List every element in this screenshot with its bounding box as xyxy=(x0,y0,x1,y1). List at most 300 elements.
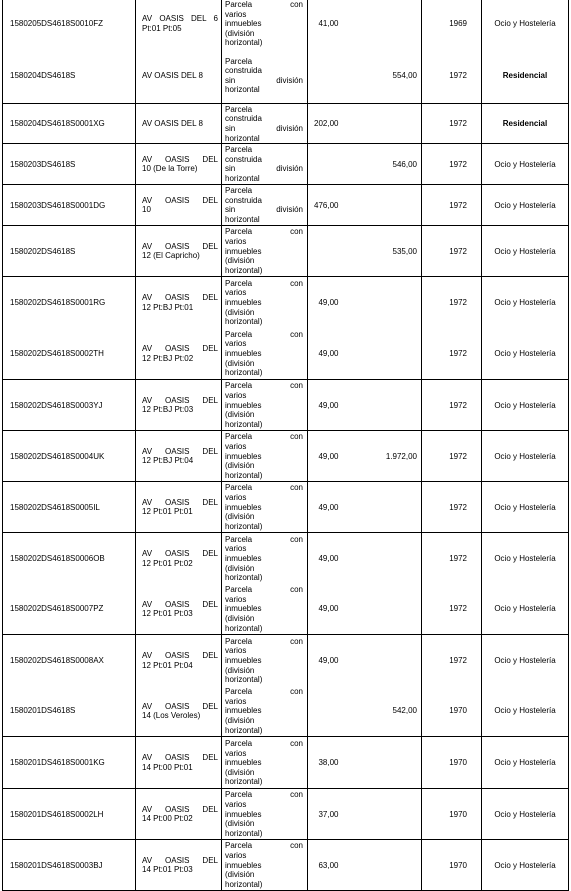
cadastral-ref: 1580202DS4618S0008AX xyxy=(10,655,104,665)
parcel-type-line: (división xyxy=(225,410,255,420)
parcel-type-line: inmuebles xyxy=(225,451,262,461)
parcel-type-cell xyxy=(222,789,308,840)
parcel-type-line: horizontal) xyxy=(225,521,263,531)
parcel-type-line: varios xyxy=(225,288,247,298)
cadastral-ref: 1580205DS4618S0010FZ xyxy=(10,19,103,29)
cadastral-ref: 1580202DS4618S xyxy=(10,246,76,256)
parcel-type-line: horizontal) xyxy=(225,725,263,735)
table-row xyxy=(3,840,569,891)
parcel-type-line: horizontal) xyxy=(225,828,263,838)
parcel-type-line: inmuebles xyxy=(225,758,262,768)
parcel-type-line: (división xyxy=(225,307,255,317)
year-cell xyxy=(422,686,482,737)
cadastral-ref: 1580204DS4618S0001XG xyxy=(10,119,105,129)
parcel-type-cell xyxy=(222,482,308,533)
total-surface-cell xyxy=(365,686,422,737)
parcel-type-line: sin división xyxy=(225,75,303,85)
cadastral-ref-cell xyxy=(3,686,136,737)
use-value: Ocio y Hostelería xyxy=(494,860,556,870)
address-line: AV OASIS DEL 8 xyxy=(142,119,203,129)
parcel-type-line: Parcela con xyxy=(225,483,303,493)
address-line: AV OASIS DEL xyxy=(142,154,218,164)
table-row xyxy=(3,277,569,328)
parcel-type-line: horizontal) xyxy=(225,368,263,378)
parcel-type-line: Parcela con xyxy=(225,278,303,288)
use-value: Ocio y Hostelería xyxy=(494,758,556,768)
year-cell xyxy=(422,277,482,328)
use-cell xyxy=(482,185,569,226)
surface-cell xyxy=(308,48,365,104)
surface-value: 49,00 xyxy=(318,348,339,358)
table-row xyxy=(3,635,569,686)
parcel-type-line: inmuebles xyxy=(225,19,262,29)
table-row xyxy=(3,533,569,584)
total-surface-cell xyxy=(365,533,422,584)
parcel-type-line: Parcela con xyxy=(225,585,303,595)
cadastral-table xyxy=(2,0,569,891)
parcel-type-line: varios xyxy=(225,696,247,706)
address-cell xyxy=(136,328,222,380)
surface-value: 63,00 xyxy=(318,860,339,870)
use-value: Ocio y Hostelería xyxy=(494,502,556,512)
address-line: 12 Pt:01 Pt:04 xyxy=(142,660,193,670)
use-value: Ocio y Hostelería xyxy=(494,246,556,256)
use-value: Ocio y Hostelería xyxy=(494,604,556,614)
parcel-type-line: (división xyxy=(225,358,255,368)
parcel-type-line: sin división xyxy=(225,164,303,174)
total-surface-cell xyxy=(365,144,422,185)
parcel-type-line: inmuebles xyxy=(225,604,262,614)
parcel-type-cell xyxy=(222,635,308,686)
parcel-type-line: inmuebles xyxy=(225,860,262,870)
year-cell xyxy=(422,584,482,635)
parcel-type-line: Parcela con xyxy=(225,227,303,237)
address-line: 14 Pt:01 Pt:03 xyxy=(142,865,193,875)
parcel-type-line: Parcela xyxy=(225,186,253,196)
total-surface-cell xyxy=(365,431,422,482)
parcel-type-cell xyxy=(222,533,308,584)
use-value: Ocio y Hostelería xyxy=(494,348,556,358)
parcel-type-line: horizontal) xyxy=(225,317,263,327)
parcel-type-cell xyxy=(222,185,308,226)
year-value: 1972 xyxy=(449,502,467,512)
address-line: 12 Pt:01 Pt:02 xyxy=(142,558,193,568)
table-row xyxy=(3,431,569,482)
use-cell xyxy=(482,686,569,737)
address-line: 14 Pt:00 Pt:01 xyxy=(142,762,193,772)
total-surface-cell xyxy=(365,185,422,226)
parcel-type-cell xyxy=(222,431,308,482)
surface-value: 49,00 xyxy=(318,553,339,563)
use-value: Ocio y Hostelería xyxy=(494,451,556,461)
parcel-type-line: horizontal) xyxy=(225,470,263,480)
address-cell xyxy=(136,686,222,737)
total-surface-cell xyxy=(365,277,422,328)
table-row xyxy=(3,226,569,277)
parcel-type-cell xyxy=(222,584,308,635)
year-value: 1970 xyxy=(449,809,467,819)
parcel-type-line: (división xyxy=(225,665,255,675)
parcel-type-line: Parcela con xyxy=(225,534,303,544)
use-cell xyxy=(482,482,569,533)
table-row xyxy=(3,185,569,226)
surface-value: 476,00 xyxy=(314,200,339,210)
total-surface-cell xyxy=(365,48,422,104)
parcel-type-line: (división xyxy=(225,461,255,471)
use-value: Ocio y Hostelería xyxy=(494,655,556,665)
cadastral-ref: 1580202DS4618S0003YJ xyxy=(10,400,103,410)
total-surface-cell xyxy=(365,226,422,277)
total-surface-cell xyxy=(365,482,422,533)
table-row xyxy=(3,48,569,104)
use-value: Ocio y Hostelería xyxy=(494,400,556,410)
surface-cell xyxy=(308,686,365,737)
parcel-type-line: inmuebles xyxy=(225,400,262,410)
parcel-type-cell xyxy=(222,144,308,185)
cadastral-ref: 1580201DS4618S xyxy=(10,706,76,716)
parcel-type-cell xyxy=(222,840,308,891)
address-cell xyxy=(136,277,222,328)
year-cell xyxy=(422,840,482,891)
table-row xyxy=(3,328,569,380)
year-cell xyxy=(422,635,482,686)
cadastral-ref: 1580203DS4618S xyxy=(10,159,76,169)
year-value: 1970 xyxy=(449,860,467,870)
use-cell xyxy=(482,144,569,185)
surface-cell xyxy=(308,482,365,533)
parcel-type-line: horizontal) xyxy=(225,675,263,685)
parcel-type-cell xyxy=(222,328,308,380)
surface-cell xyxy=(308,840,365,891)
surface-cell xyxy=(308,635,365,686)
use-value: Ocio y Hostelería xyxy=(494,809,556,819)
address-line: AV OASIS DEL xyxy=(142,195,218,205)
address-line: 14 Pt:00 Pt:02 xyxy=(142,814,193,824)
parcel-type-line: inmuebles xyxy=(225,246,262,256)
cadastral-ref: 1580202DS4618S0005IL xyxy=(10,502,100,512)
parcel-type-line: varios xyxy=(225,391,247,401)
year-value: 1970 xyxy=(449,758,467,768)
total-surface-value: 1.972,00 xyxy=(385,451,417,461)
address-cell xyxy=(136,226,222,277)
address-cell xyxy=(136,185,222,226)
parcel-type-line: varios xyxy=(225,748,247,758)
surface-cell xyxy=(308,144,365,185)
table-row xyxy=(3,789,569,840)
parcel-type-line: (división xyxy=(225,716,255,726)
use-cell xyxy=(482,277,569,328)
use-value: Ocio y Hostelería xyxy=(494,706,556,716)
cadastral-ref-cell xyxy=(3,226,136,277)
surface-cell xyxy=(308,328,365,380)
parcel-type-line: inmuebles xyxy=(225,297,262,307)
parcel-type-line: inmuebles xyxy=(225,502,262,512)
table-row xyxy=(3,104,569,144)
surface-cell xyxy=(308,533,365,584)
use-cell xyxy=(482,380,569,431)
use-cell xyxy=(482,840,569,891)
address-line: 14 (Los Veroles) xyxy=(142,711,201,721)
table-row xyxy=(3,380,569,431)
use-cell xyxy=(482,533,569,584)
cadastral-ref-cell xyxy=(3,185,136,226)
address-cell xyxy=(136,380,222,431)
address-line: 12 Pt:01 Pt:03 xyxy=(142,609,193,619)
address-line: 12 Pt:BJ Pt:04 xyxy=(142,456,194,466)
cadastral-ref-cell xyxy=(3,328,136,380)
year-value: 1972 xyxy=(449,297,467,307)
table-row xyxy=(3,144,569,185)
surface-cell xyxy=(308,277,365,328)
parcel-type-cell xyxy=(222,686,308,737)
parcel-type-line: horizontal) xyxy=(225,623,263,633)
surface-cell xyxy=(308,104,365,144)
parcel-type-line: Parcela xyxy=(225,145,253,155)
year-value: 1972 xyxy=(449,604,467,614)
address-line: 12 Pt:01 Pt:01 xyxy=(142,507,193,517)
cadastral-ref: 1580202DS4618S0004UK xyxy=(10,451,105,461)
address-cell xyxy=(136,0,222,48)
year-value: 1970 xyxy=(449,706,467,716)
cadastral-ref: 1580201DS4618S0002LH xyxy=(10,809,104,819)
total-surface-cell xyxy=(365,737,422,789)
address-line: AV OASIS DEL xyxy=(142,497,218,507)
parcel-type-line: construida xyxy=(225,195,262,205)
address-line: AV OASIS DEL xyxy=(142,855,218,865)
parcel-type-cell xyxy=(222,226,308,277)
address-line: AV OASIS DEL xyxy=(142,241,218,251)
parcel-type-line: (división xyxy=(225,512,255,522)
surface-value: 49,00 xyxy=(318,297,339,307)
year-cell xyxy=(422,737,482,789)
table-row xyxy=(3,686,569,737)
parcel-type-line: construida xyxy=(225,114,262,124)
year-cell xyxy=(422,144,482,185)
parcel-type-line: (división xyxy=(225,819,255,829)
parcel-type-line: horizontal xyxy=(225,174,260,184)
cadastral-ref-cell xyxy=(3,737,136,789)
cadastral-ref-cell xyxy=(3,840,136,891)
parcel-type-line: Parcela con xyxy=(225,790,303,800)
address-cell xyxy=(136,533,222,584)
year-value: 1972 xyxy=(449,200,467,210)
address-cell xyxy=(136,840,222,891)
year-cell xyxy=(422,0,482,48)
address-line: AV OASIS DEL xyxy=(142,549,218,559)
parcel-type-cell xyxy=(222,737,308,789)
year-value: 1972 xyxy=(449,553,467,563)
cadastral-ref-cell xyxy=(3,482,136,533)
address-cell xyxy=(136,737,222,789)
total-surface-cell xyxy=(365,328,422,380)
parcel-type-line: varios xyxy=(225,851,247,861)
total-surface-cell xyxy=(365,0,422,48)
surface-cell xyxy=(308,0,365,48)
use-cell xyxy=(482,104,569,144)
cadastral-ref-cell xyxy=(3,277,136,328)
address-line: AV OASIS DEL xyxy=(142,395,218,405)
parcel-type-line: varios xyxy=(225,237,247,247)
use-value: Ocio y Hostelería xyxy=(494,297,556,307)
parcel-type-line: sin división xyxy=(225,123,303,133)
address-line: AV OASIS DEL xyxy=(142,753,218,763)
address-line: AV OASIS DEL 6 xyxy=(142,14,218,24)
parcel-type-line: horizontal xyxy=(225,85,260,95)
surface-value: 49,00 xyxy=(318,604,339,614)
parcel-type-line: (división xyxy=(225,28,255,38)
surface-value: 41,00 xyxy=(318,19,339,29)
year-value: 1972 xyxy=(449,348,467,358)
cadastral-ref-cell xyxy=(3,635,136,686)
parcel-type-line: horizontal) xyxy=(225,265,263,275)
cadastral-ref: 1580202DS4618S0007PZ xyxy=(10,604,104,614)
year-value: 1972 xyxy=(449,70,467,80)
year-value: 1972 xyxy=(449,119,467,129)
parcel-type-line: inmuebles xyxy=(225,809,262,819)
total-surface-cell xyxy=(365,789,422,840)
cadastral-ref-cell xyxy=(3,48,136,104)
year-value: 1972 xyxy=(449,159,467,169)
parcel-type-line: varios xyxy=(225,9,247,19)
address-cell xyxy=(136,144,222,185)
use-cell xyxy=(482,48,569,104)
cadastral-ref: 1580203DS4618S0001DG xyxy=(10,200,106,210)
table-row xyxy=(3,584,569,635)
use-cell xyxy=(482,431,569,482)
total-surface-cell xyxy=(365,840,422,891)
parcel-type-line: varios xyxy=(225,442,247,452)
cadastral-ref: 1580204DS4618S xyxy=(10,70,76,80)
year-cell xyxy=(422,48,482,104)
cadastral-ref-cell xyxy=(3,104,136,144)
cadastral-ref-cell xyxy=(3,431,136,482)
year-value: 1972 xyxy=(449,400,467,410)
parcel-type-line: horizontal xyxy=(225,133,260,143)
parcel-type-line: inmuebles xyxy=(225,553,262,563)
address-line: AV OASIS DEL xyxy=(142,344,218,354)
parcel-type-cell xyxy=(222,0,308,48)
address-line: 12 Pt:BJ Pt:02 xyxy=(142,353,194,363)
parcel-type-line: Parcela con xyxy=(225,0,303,9)
cadastral-ref-cell xyxy=(3,789,136,840)
parcel-type-line: varios xyxy=(225,339,247,349)
year-value: 1972 xyxy=(449,655,467,665)
parcel-type-line: Parcela con xyxy=(225,687,303,697)
parcel-type-line: varios xyxy=(225,493,247,503)
parcel-type-line: inmuebles xyxy=(225,706,262,716)
use-value: Ocio y Hostelería xyxy=(494,159,556,169)
surface-value: 202,00 xyxy=(314,119,339,129)
cadastral-ref-cell xyxy=(3,144,136,185)
year-cell xyxy=(422,533,482,584)
parcel-type-line: horizontal xyxy=(225,215,260,225)
surface-cell xyxy=(308,789,365,840)
parcel-type-line: Parcela con xyxy=(225,381,303,391)
year-cell xyxy=(422,328,482,380)
table-body xyxy=(3,0,569,891)
parcel-type-line: varios xyxy=(225,646,247,656)
parcel-type-cell xyxy=(222,277,308,328)
parcel-type-line: inmuebles xyxy=(225,348,262,358)
cadastral-ref-cell xyxy=(3,584,136,635)
cadastral-ref: 1580201DS4618S0001KG xyxy=(10,758,105,768)
year-value: 1972 xyxy=(449,451,467,461)
use-cell xyxy=(482,737,569,789)
year-cell xyxy=(422,104,482,144)
parcel-type-line: (división xyxy=(225,563,255,573)
table-row xyxy=(3,737,569,789)
table-row xyxy=(3,482,569,533)
parcel-type-line: construida xyxy=(225,154,262,164)
parcel-type-line: Parcela con xyxy=(225,636,303,646)
year-cell xyxy=(422,380,482,431)
parcel-type-line: (división xyxy=(225,870,255,880)
address-line: 12 Pt:BJ Pt:01 xyxy=(142,302,194,312)
use-value: Residencial xyxy=(502,70,548,80)
parcel-type-line: inmuebles xyxy=(225,655,262,665)
surface-value: 49,00 xyxy=(318,400,339,410)
address-line: AV OASIS DEL xyxy=(142,293,218,303)
address-cell xyxy=(136,635,222,686)
parcel-type-line: Parcela xyxy=(225,104,253,114)
surface-value: 49,00 xyxy=(318,451,339,461)
use-value: Ocio y Hostelería xyxy=(494,553,556,563)
address-line: 12 (El Capricho) xyxy=(142,251,200,261)
use-value: Ocio y Hostelería xyxy=(494,19,556,29)
year-cell xyxy=(422,431,482,482)
parcel-type-line: horizontal) xyxy=(225,777,263,787)
total-surface-value: 535,00 xyxy=(392,246,417,256)
address-cell xyxy=(136,104,222,144)
parcel-type-line: Parcela con xyxy=(225,329,303,339)
address-line: AV OASIS DEL 8 xyxy=(142,70,203,80)
parcel-type-line: (división xyxy=(225,614,255,624)
address-line: Pt:01 Pt:05 xyxy=(142,23,182,33)
year-cell xyxy=(422,482,482,533)
address-line: AV OASIS DEL xyxy=(142,446,218,456)
total-surface-value: 546,00 xyxy=(392,159,417,169)
parcel-type-line: varios xyxy=(225,544,247,554)
address-line: AV OASIS DEL xyxy=(142,651,218,661)
parcel-type-line: construida xyxy=(225,66,262,76)
year-cell xyxy=(422,789,482,840)
parcel-type-line: horizontal) xyxy=(225,879,263,889)
cadastral-ref: 1580201DS4618S0003BJ xyxy=(10,860,103,870)
use-cell xyxy=(482,635,569,686)
use-value: Ocio y Hostelería xyxy=(494,200,556,210)
cadastral-ref-cell xyxy=(3,0,136,48)
cadastral-ref: 1580202DS4618S0006OB xyxy=(10,553,105,563)
total-surface-cell xyxy=(365,104,422,144)
address-line: AV OASIS DEL xyxy=(142,701,218,711)
surface-cell xyxy=(308,737,365,789)
cadastral-ref: 1580202DS4618S0002TH xyxy=(10,348,104,358)
address-cell xyxy=(136,48,222,104)
use-cell xyxy=(482,226,569,277)
address-line: AV OASIS DEL xyxy=(142,599,218,609)
parcel-type-cell xyxy=(222,380,308,431)
surface-value: 49,00 xyxy=(318,655,339,665)
parcel-type-line: horizontal) xyxy=(225,38,263,48)
total-surface-cell xyxy=(365,635,422,686)
surface-value: 49,00 xyxy=(318,502,339,512)
parcel-type-cell xyxy=(222,48,308,104)
surface-value: 37,00 xyxy=(318,809,339,819)
parcel-type-line: varios xyxy=(225,800,247,810)
year-cell xyxy=(422,185,482,226)
parcel-type-line: Parcela con xyxy=(225,841,303,851)
parcel-type-line: (división xyxy=(225,767,255,777)
